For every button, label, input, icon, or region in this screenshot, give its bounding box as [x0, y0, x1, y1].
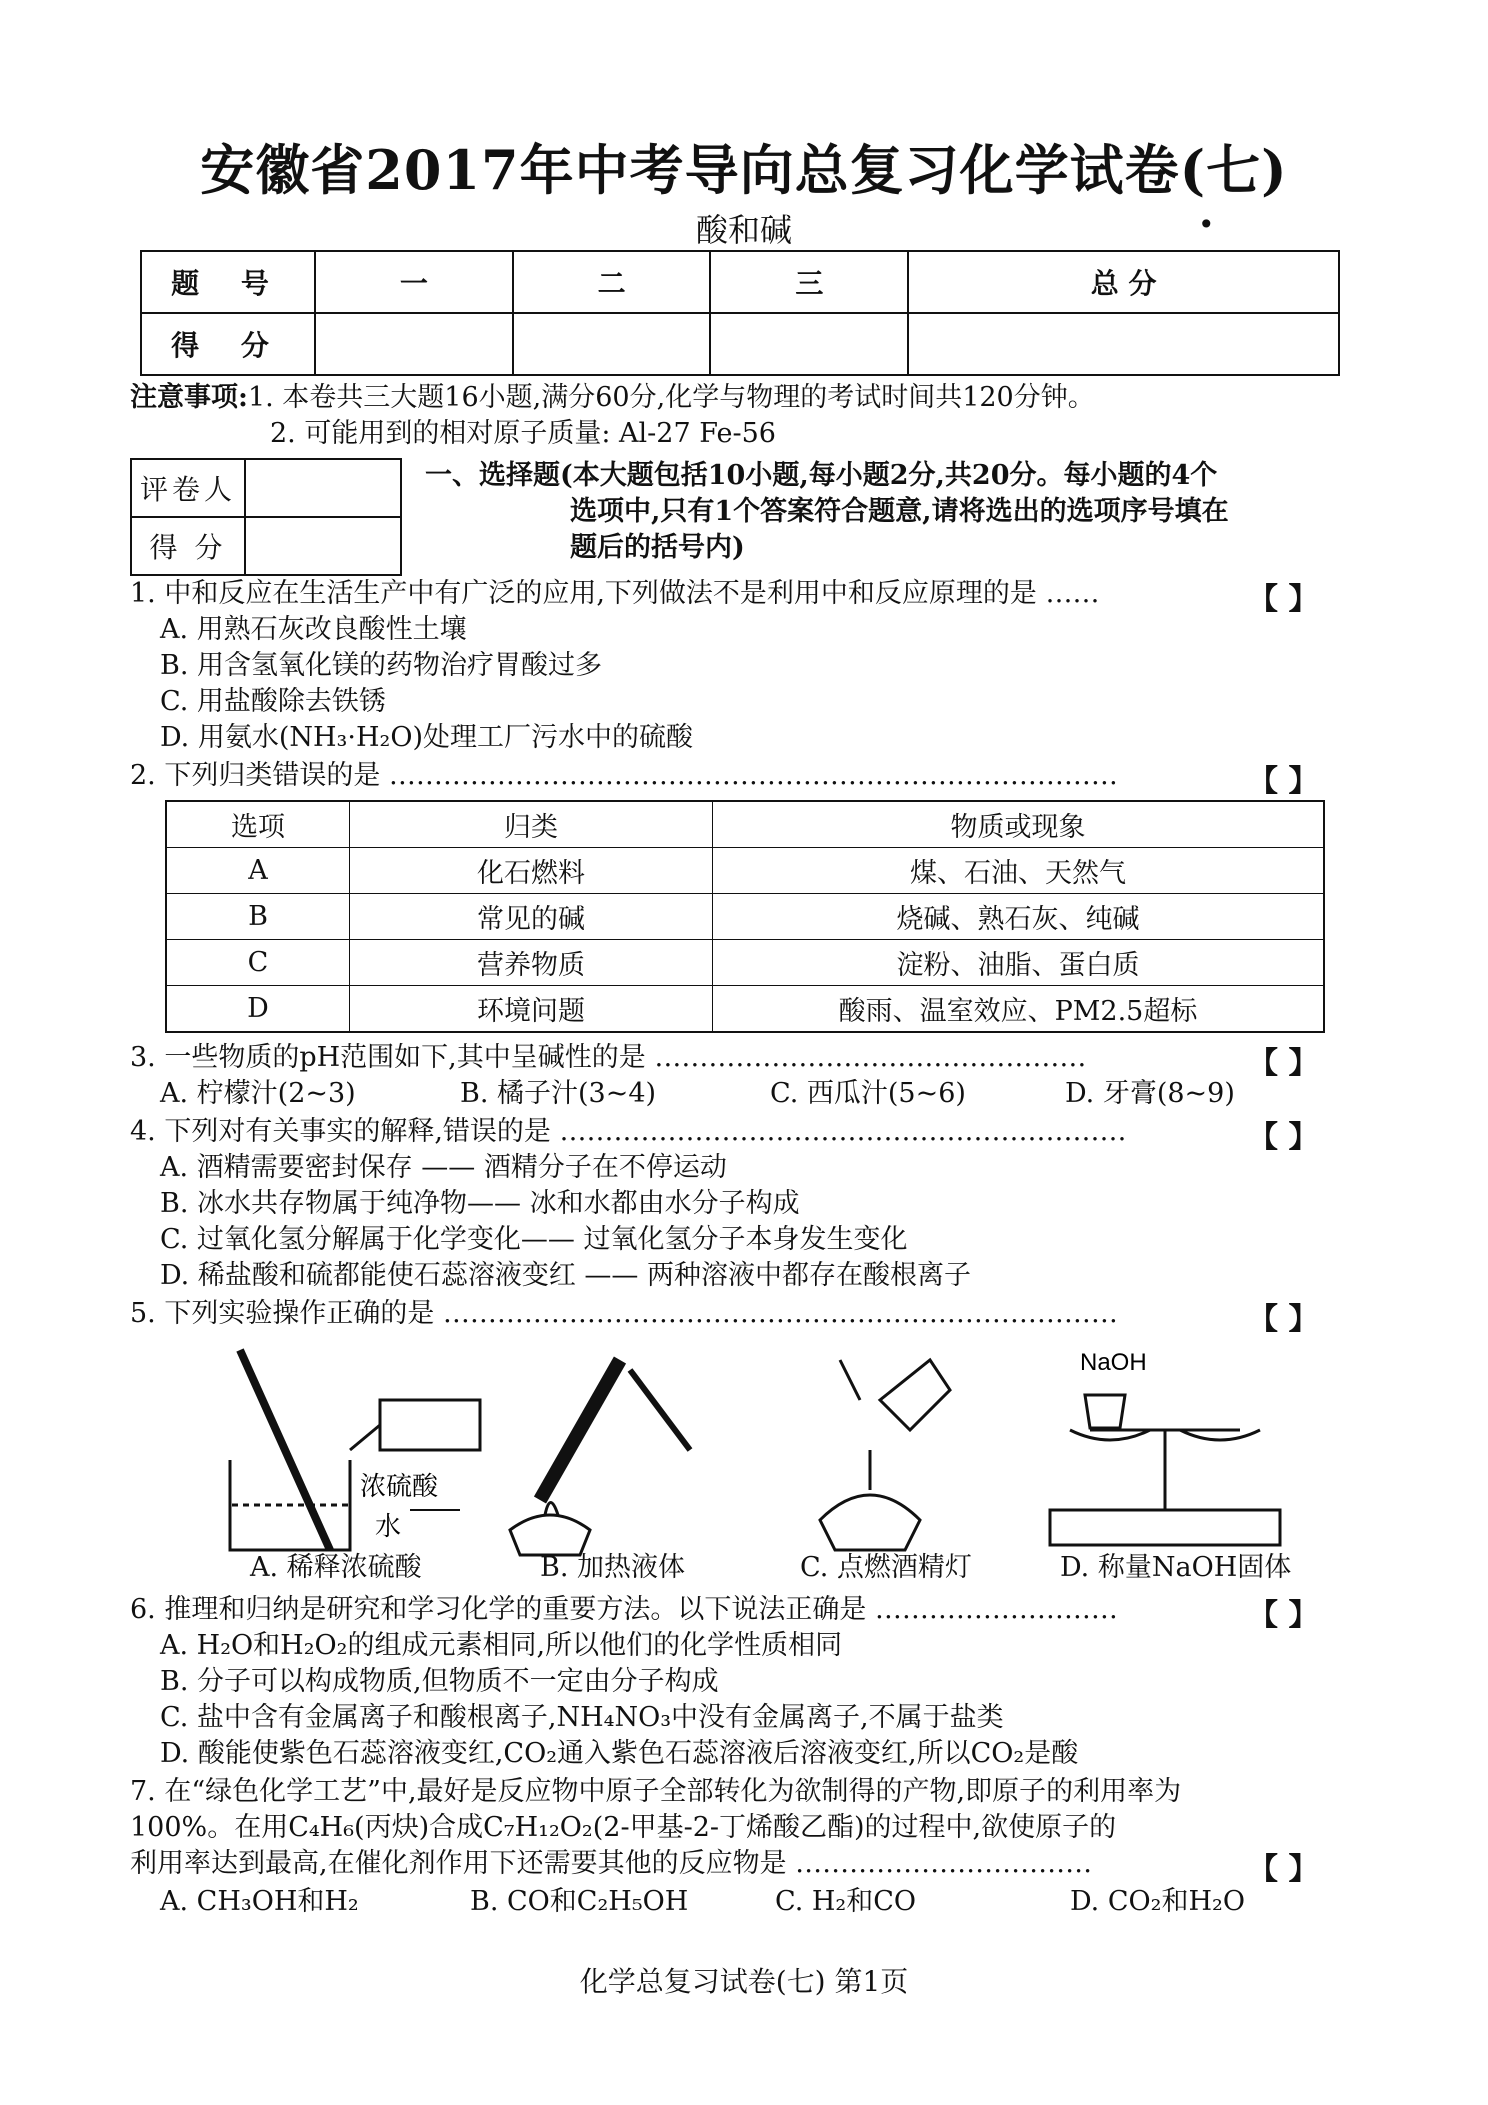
stray-dot: • [1198, 208, 1215, 241]
q6-stem: 6. 推理和归纳是研究和学习化学的重要方法。以下说法正确是 ……………………… [130, 1594, 1118, 1625]
score-header-2: 二 [513, 251, 711, 313]
notes-line-2: 2. 可能用到的相对原子质量: Al-27 Fe-56 [270, 418, 776, 449]
q2-row-c-option: C [166, 940, 350, 986]
q2-row-a-category: 化石燃料 [350, 848, 713, 894]
grader-cell [245, 517, 401, 575]
score-header-3: 三 [710, 251, 908, 313]
figure-b-heating [510, 1360, 690, 1555]
q2-classification-table [165, 800, 1325, 1033]
q2-row-c-category: 营养物质 [350, 940, 713, 986]
q2-row-a-substance: 煤、石油、天然气 [713, 848, 1325, 894]
q2-header-substance: 物质或现象 [713, 801, 1325, 848]
q1-option-b: B. 用含氢氧化镁的药物治疗胃酸过多 [160, 650, 603, 681]
q7-option-b: B. CO和C₂H₅OH [470, 1886, 689, 1917]
score-cell [710, 313, 908, 375]
q1-stem: 1. 中和反应在生活生产中有广泛的应用,下列做法不是利用中和反应原理的是 …… [130, 578, 1100, 609]
q1-option-c: C. 用盐酸除去铁锈 [160, 686, 386, 717]
grader-cell [245, 459, 401, 517]
notes-text-1: 1. 本卷共三大题16小题,满分60分,化学与物理的考试时间共120分钟。 [247, 382, 1095, 413]
q2-row-b-option: B [166, 894, 350, 940]
q5-option-a: A. 稀释浓硫酸 [250, 1552, 422, 1583]
score-cell [908, 313, 1339, 375]
page-footer: 化学总复习试卷(七) 第1页 [579, 1965, 909, 1998]
score-header-1: 一 [315, 251, 513, 313]
q3-option-a: A. 柠檬汁(2~3) [160, 1078, 356, 1109]
q2-header-option: 选项 [166, 801, 350, 848]
section1-line-2: 选项中,只有1个答案符合题意,请将选出的选项序号填在 [570, 496, 1229, 527]
q2-row-d-substance: 酸雨、温室效应、PM2.5超标 [713, 986, 1325, 1033]
figure-d-balance [1050, 1395, 1280, 1545]
q1-answer-bracket[interactable]: 【 】 [1248, 582, 1319, 617]
q2-row-b-category: 常见的碱 [350, 894, 713, 940]
q2-row-c-substance: 淀粉、油脂、蛋白质 [713, 940, 1325, 986]
q2-stem: 2. 下列归类错误的是 ……………………………………………………………………… [130, 760, 1118, 791]
score-header-label: 题 号 [141, 251, 315, 313]
second-lamp-icon [880, 1360, 950, 1430]
q5-option-c: C. 点燃酒精灯 [800, 1552, 972, 1583]
q3-option-c: C. 西瓜汁(5~6) [770, 1078, 966, 1109]
q4-stem: 4. 下列对有关事实的解释,错误的是 ……………………………………………………… [130, 1116, 1127, 1147]
q1-option-d: D. 用氨水(NH₃·H₂O)处理工厂污水中的硫酸 [160, 722, 693, 753]
q4-option-b: B. 冰水共存物属于纯净物—— 冰和水都由水分子构成 [160, 1188, 800, 1219]
figure-c-lighting [820, 1360, 950, 1550]
alcohol-lamp-icon [820, 1495, 920, 1550]
q5-answer-bracket[interactable]: 【 】 [1248, 1302, 1319, 1337]
test-tube-icon [540, 1360, 620, 1500]
q4-answer-bracket[interactable]: 【 】 [1248, 1120, 1319, 1155]
q3-stem: 3. 一些物质的pH范围如下,其中呈碱性的是 ………………………………………… [130, 1042, 1087, 1073]
q2-row-d-category: 环境问题 [350, 986, 713, 1033]
q5-option-d: D. 称量NaOH固体 [1060, 1552, 1292, 1583]
exam-subtitle: 酸和碱 [695, 211, 792, 249]
section1-line-3: 题后的括号内) [570, 532, 745, 563]
q7-line-3: 利用率达到最高,在催化剂作用下还需要其他的反应物是 …………………………… [130, 1848, 1093, 1879]
q6-option-d: D. 酸能使紫色石蕊溶液变红,CO₂通入紫色石蕊溶液后溶液变红,所以CO₂是酸 [160, 1738, 1079, 1769]
q3-option-d: D. 牙膏(8~9) [1065, 1078, 1235, 1109]
q7-option-c: C. H₂和CO [775, 1886, 917, 1917]
q2-row-b-substance: 烧碱、熟石灰、纯碱 [713, 894, 1325, 940]
q2-row-a-option: A [166, 848, 350, 894]
q6-option-c: C. 盐中含有金属离子和酸根离子,NH₄NO₃中没有金属离子,不属于盐类 [160, 1702, 1004, 1733]
alcohol-lamp-icon [510, 1515, 590, 1555]
q5-stem: 5. 下列实验操作正确的是 ………………………………………………………………… [130, 1298, 1118, 1329]
q4-option-d: D. 稀盐酸和硫都能使石蕊溶液变红 —— 两种溶液中都存在酸根离子 [160, 1260, 972, 1291]
q7-answer-bracket[interactable]: 【 】 [1248, 1852, 1319, 1887]
grader-score-label: 得 分 [131, 517, 245, 575]
section1-line-1: 一、选择题(本大题包括10小题,每小题2分,共20分。每小题的4个 [425, 460, 1218, 491]
q6-option-b: B. 分子可以构成物质,但物质不一定由分子构成 [160, 1666, 719, 1697]
q7-line-1: 7. 在“绿色化学工艺”中,最好是反应物中原子全部转化为欲制得的产物,即原子的利用率为 [130, 1776, 1182, 1807]
figure-a-dilution [230, 1350, 480, 1550]
q7-line-2: 100%。在用C₄H₆(丙炔)合成C₇H₁₂O₂(2-甲基-2-丁烯酸乙酯)的过程中,欲使原子的 [130, 1812, 1117, 1843]
notes-line-1 [130, 380, 1095, 416]
q7-option-d: D. CO₂和H₂O [1070, 1886, 1245, 1917]
naoh-label: NaOH [1080, 1349, 1147, 1376]
q1-option-a: A. 用熟石灰改良酸性土壤 [160, 614, 467, 645]
score-row-label: 得 分 [141, 313, 315, 375]
q2-row-d-option: D [166, 986, 350, 1033]
balance-base-icon [1050, 1510, 1280, 1545]
q7-option-a: A. CH₃OH和H₂ [160, 1886, 359, 1917]
q4-option-c: C. 过氧化氢分解属于化学变化—— 过氧化氢分子本身发生变化 [160, 1224, 908, 1255]
q2-header-category: 归类 [350, 801, 713, 848]
q5-figures [150, 1340, 1330, 1570]
score-table [140, 250, 1340, 376]
acid-bottle-icon [380, 1400, 480, 1450]
q6-answer-bracket[interactable]: 【 】 [1248, 1598, 1319, 1633]
water-label: 水 [375, 1512, 402, 1541]
grader-table [130, 458, 402, 576]
q4-option-a: A. 酒精需要密封保存 —— 酒精分子在不停运动 [160, 1152, 727, 1183]
q6-option-a: A. H₂O和H₂O₂的组成元素相同,所以他们的化学性质相同 [160, 1630, 843, 1661]
q5-option-b: B. 加热液体 [540, 1552, 686, 1583]
score-cell [315, 313, 513, 375]
test-tube-holder-icon [630, 1370, 690, 1450]
score-header-total: 总 分 [908, 251, 1339, 313]
glass-rod-icon [240, 1350, 330, 1550]
notes-label: 注意事项: [130, 382, 248, 413]
q2-answer-bracket[interactable]: 【 】 [1248, 764, 1319, 799]
q3-option-b: B. 橘子汁(3~4) [460, 1078, 657, 1109]
acid-label: 浓硫酸 [360, 1472, 439, 1501]
score-cell [513, 313, 711, 375]
grader-label: 评卷人 [131, 459, 245, 517]
exam-title: 安徽省2017年中考导向总复习化学试卷(七) [200, 138, 1288, 202]
q3-answer-bracket[interactable]: 【 】 [1248, 1046, 1319, 1081]
